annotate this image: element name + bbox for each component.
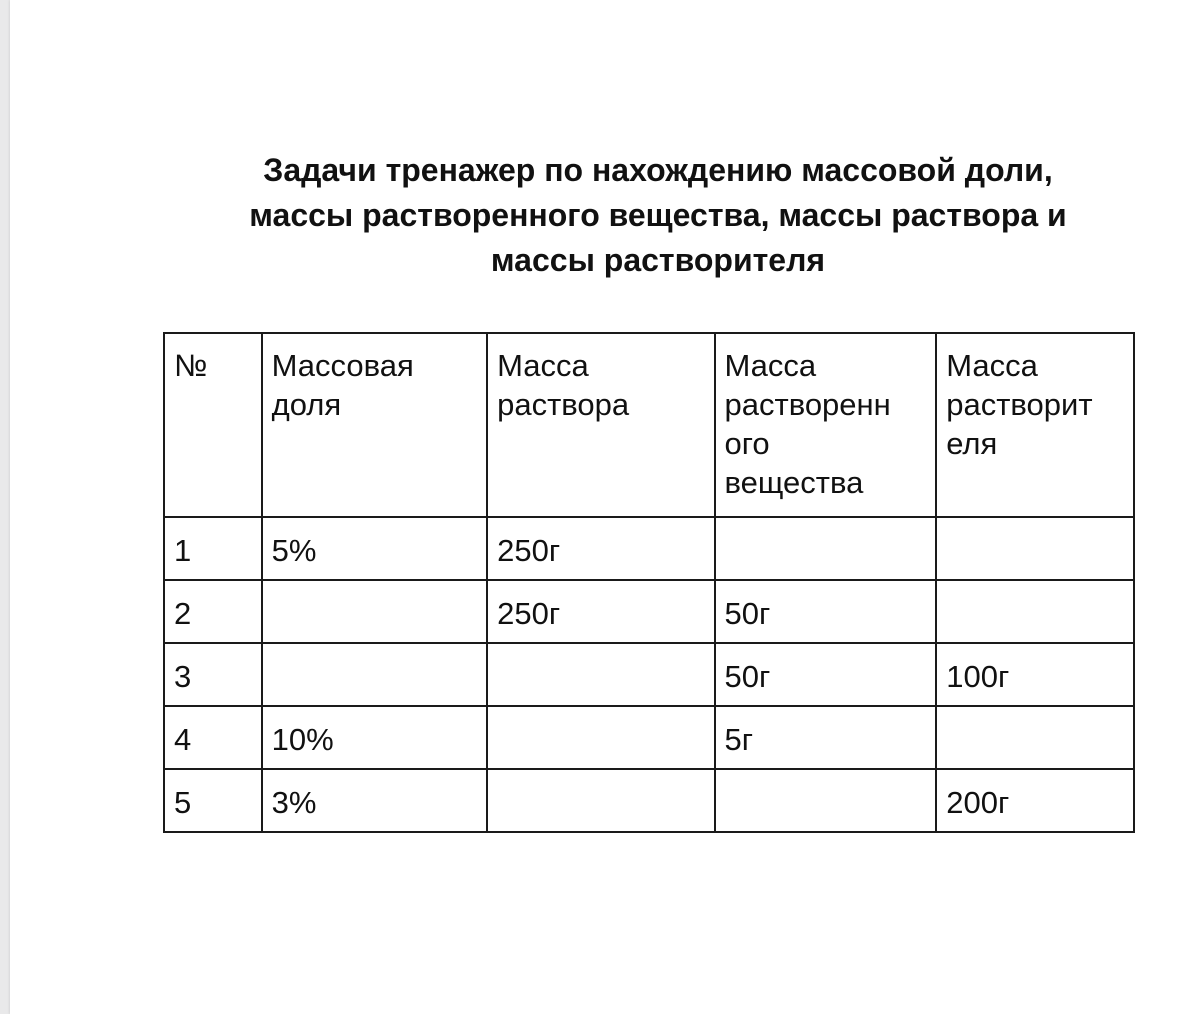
table-row bbox=[164, 643, 1134, 706]
title-line: Задачи тренажер по нахождению массовой доли, bbox=[263, 152, 1053, 188]
cell-mass-fraction bbox=[262, 643, 487, 706]
cell-number: 3 bbox=[164, 643, 262, 706]
header-line: ого bbox=[724, 426, 770, 461]
cell-solution-mass: 250г bbox=[487, 517, 714, 580]
tasks-table bbox=[163, 332, 1135, 833]
cell-solvent-mass bbox=[936, 580, 1134, 643]
cell-mass-fraction: 5% bbox=[262, 517, 487, 580]
header-line: еля bbox=[946, 426, 998, 461]
header-line: Масса bbox=[946, 348, 1038, 383]
table-row bbox=[164, 706, 1134, 769]
cell-solute-mass: 5г bbox=[715, 706, 937, 769]
cell-solution-mass: 250г bbox=[487, 580, 714, 643]
cell-solvent-mass: 200г bbox=[936, 769, 1134, 832]
header-line: Масса bbox=[497, 348, 589, 383]
header-solution-mass bbox=[487, 333, 714, 517]
header-solvent-mass bbox=[936, 333, 1134, 517]
header-mass-fraction bbox=[262, 333, 487, 517]
cell-solvent-mass bbox=[936, 517, 1134, 580]
header-number bbox=[164, 333, 262, 517]
cell-mass-fraction: 3% bbox=[262, 769, 487, 832]
cell-solute-mass: 50г bbox=[715, 643, 937, 706]
header-line: вещества bbox=[724, 465, 864, 500]
header-solute-mass bbox=[715, 333, 937, 517]
cell-number: 5 bbox=[164, 769, 262, 832]
cell-solute-mass: 50г bbox=[715, 580, 937, 643]
cell-solution-mass bbox=[487, 769, 714, 832]
cell-number: 2 bbox=[164, 580, 262, 643]
header-line: Массовая bbox=[271, 348, 414, 383]
title-line: массы растворителя bbox=[490, 242, 826, 278]
header-line: растворит bbox=[946, 387, 1093, 422]
table-row bbox=[164, 580, 1134, 643]
cell-number: 4 bbox=[164, 706, 262, 769]
header-line: доля bbox=[271, 387, 342, 422]
table-header-row bbox=[164, 333, 1134, 517]
cell-solvent-mass bbox=[936, 706, 1134, 769]
header-line: Масса bbox=[724, 348, 817, 383]
header-line: раствора bbox=[497, 387, 630, 422]
table-row bbox=[164, 517, 1134, 580]
document-page bbox=[10, 0, 1200, 1014]
cell-solution-mass bbox=[487, 706, 714, 769]
table-row bbox=[164, 769, 1134, 832]
document-title bbox=[150, 148, 1166, 283]
cell-number: 1 bbox=[164, 517, 262, 580]
header-line: № bbox=[174, 348, 208, 383]
header-line: растворенн bbox=[724, 387, 891, 422]
cell-mass-fraction bbox=[262, 580, 487, 643]
title-line: массы растворенного вещества, массы раствора и bbox=[249, 197, 1067, 233]
cell-solute-mass bbox=[715, 769, 937, 832]
cell-solvent-mass: 100г bbox=[936, 643, 1134, 706]
cell-solution-mass bbox=[487, 643, 714, 706]
cell-mass-fraction: 10% bbox=[262, 706, 487, 769]
cell-solute-mass bbox=[715, 517, 937, 580]
